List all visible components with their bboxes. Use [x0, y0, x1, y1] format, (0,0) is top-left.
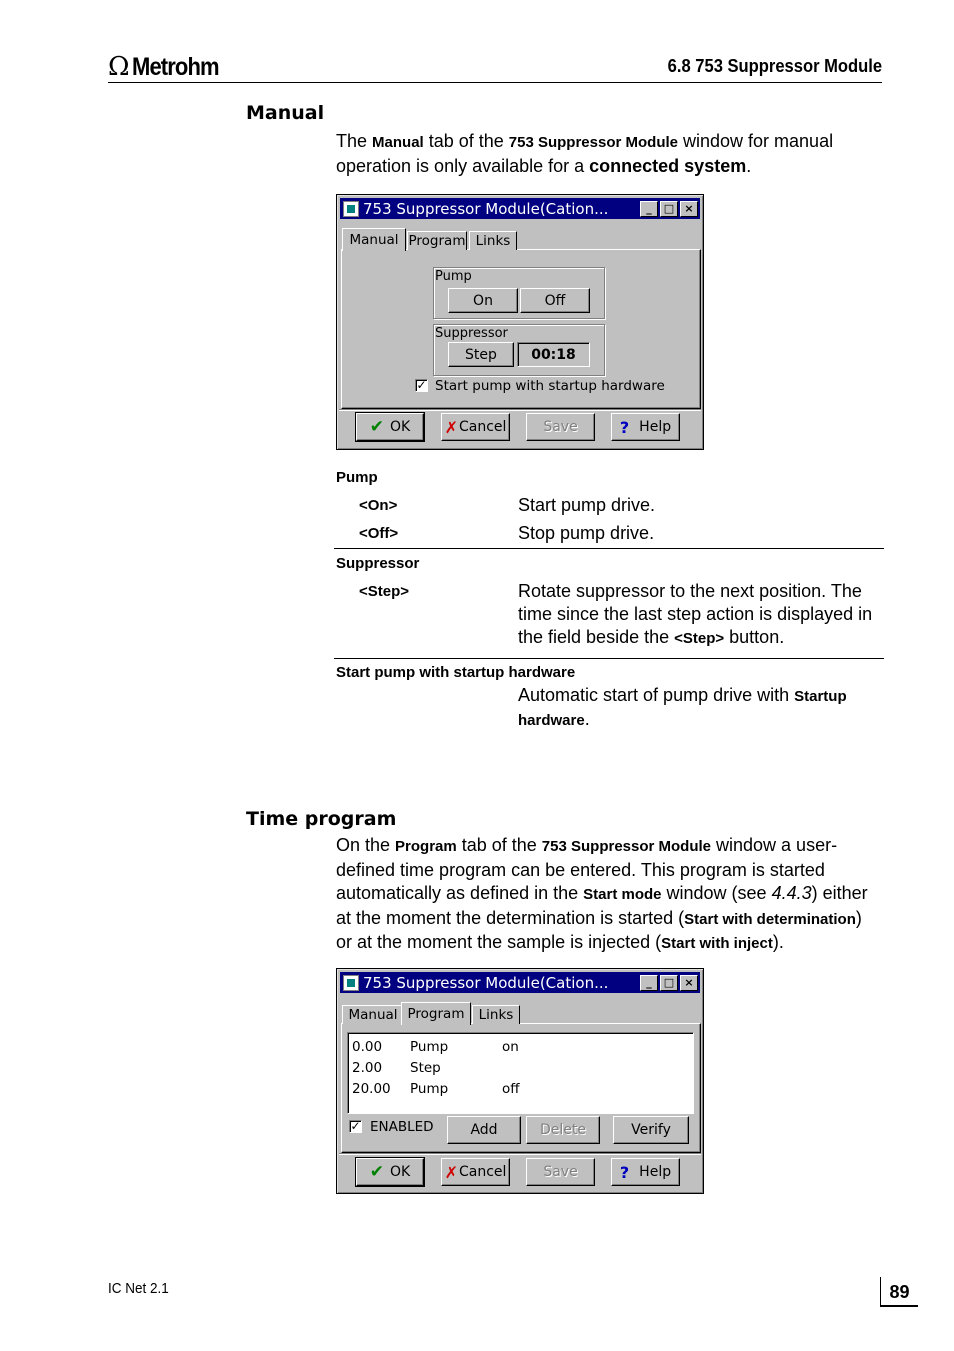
tab-program[interactable]: Program	[408, 233, 466, 249]
definition-rule	[334, 658, 884, 659]
pump-group-label: Pump	[435, 269, 472, 284]
metrohm-logo	[108, 52, 230, 82]
startup-checkbox-label: Start pump with startup hardware	[435, 378, 665, 394]
add-button[interactable]: Add	[447, 1116, 521, 1144]
question-icon: ?	[619, 417, 630, 437]
cancel-x-icon: ✗	[444, 1162, 458, 1182]
enabled-checkbox[interactable]: ✓	[350, 1119, 361, 1133]
time-program-paragraph: On the Program tab of the 753 Suppressor Module window a user-defined time program can be entered. This program is started automatically as defined in the Start mode window (see 4.4.3) either at the moment the determination is started (Start with determination) or at the moment the sample is injected (Start with inject).	[336, 835, 868, 952]
checkmark-icon: ✔	[369, 1162, 385, 1182]
step-time-display: 00:18	[517, 342, 590, 367]
term-step: <Step>	[359, 583, 410, 600]
dialog-titlebar[interactable]	[340, 198, 700, 219]
cancel-button[interactable]: ✗ Cancel	[441, 1158, 510, 1186]
definition-rule	[334, 548, 884, 549]
running-header-section: 6.8 753 Suppressor Module	[667, 56, 882, 76]
app-icon	[343, 975, 359, 991]
tab-manual[interactable]: Manual	[342, 228, 406, 251]
step-button[interactable]: Step	[448, 342, 514, 367]
tab-links[interactable]: Links	[472, 1005, 520, 1024]
question-icon: ?	[619, 1162, 630, 1182]
dialog-title: 753 Suppressor Module(Cation...	[363, 973, 609, 992]
program-dialog-window	[336, 968, 704, 1194]
manual-paragraph: The Manual tab of the 753 Suppressor Module window for manual operation is only available for a connected system.	[336, 131, 834, 176]
term-suppressor: Suppressor	[336, 555, 420, 572]
dialog-titlebar[interactable]	[340, 972, 700, 993]
close-icon[interactable]: ×	[680, 201, 698, 217]
manual-dialog-window	[336, 194, 704, 450]
desc-startup: Automatic start of pump drive with Startup hardware.	[518, 685, 847, 729]
tab-links[interactable]: Links	[469, 231, 517, 250]
save-button[interactable]: Save	[526, 413, 595, 441]
desc-on: Start pump drive.	[518, 495, 656, 515]
dialog-title: 753 Suppressor Module(Cation...	[363, 199, 609, 218]
page-number: 89	[881, 1277, 918, 1307]
term-off: <Off>	[359, 525, 399, 542]
verify-button[interactable]: Verify	[613, 1116, 689, 1144]
term-on: <On>	[359, 497, 398, 514]
header-rule	[108, 82, 882, 83]
omega-logo-icon: Ω	[108, 52, 130, 82]
ok-button[interactable]: ✔ OK	[356, 1158, 424, 1186]
ok-button[interactable]: ✔ OK	[356, 413, 424, 441]
enabled-checkbox-label: ENABLED	[370, 1119, 434, 1135]
term-pump: Pump	[336, 469, 378, 486]
help-button[interactable]: ? Help	[611, 1158, 680, 1186]
checkmark-icon: ✔	[369, 417, 385, 437]
help-button[interactable]: ? Help	[611, 413, 680, 441]
pump-on-button[interactable]: On	[448, 288, 518, 313]
delete-button[interactable]: Delete	[526, 1116, 600, 1144]
save-button[interactable]: Save	[526, 1158, 595, 1186]
suppressor-group-label: Suppressor	[435, 326, 508, 341]
desc-off: Stop pump drive.	[518, 523, 655, 543]
logo-text: Metrohm	[131, 52, 219, 81]
button-bar-separator	[339, 409, 701, 410]
desc-step: Rotate suppressor to the next position. The time since the last step action is displayed in the field beside the <Step> button.	[518, 581, 873, 647]
close-icon[interactable]: ×	[680, 975, 698, 991]
maximize-icon[interactable]: □	[660, 201, 678, 217]
minimize-icon[interactable]: _	[640, 975, 658, 991]
tab-manual[interactable]: Manual	[342, 1005, 404, 1024]
term-startup: Start pump with startup hardware	[336, 664, 576, 681]
startup-checkbox[interactable]: ✓	[416, 378, 427, 392]
list-item[interactable]: 0.00 Pump on 2.00 Step 20.00 Pump off	[352, 1039, 520, 1097]
program-list[interactable]	[347, 1032, 694, 1114]
minimize-icon[interactable]: _	[640, 201, 658, 217]
button-bar-separator	[339, 1153, 701, 1154]
app-icon	[343, 201, 359, 217]
cancel-x-icon: ✗	[444, 417, 458, 437]
maximize-icon[interactable]: □	[660, 975, 678, 991]
pump-off-button[interactable]: Off	[520, 288, 590, 313]
cancel-button[interactable]: ✗ Cancel	[441, 413, 510, 441]
footer-product: IC Net 2.1	[108, 1280, 169, 1297]
section-title-time-program: Time program	[246, 808, 397, 830]
section-title-manual: Manual	[246, 102, 325, 124]
tab-program[interactable]: Program	[401, 1002, 471, 1025]
